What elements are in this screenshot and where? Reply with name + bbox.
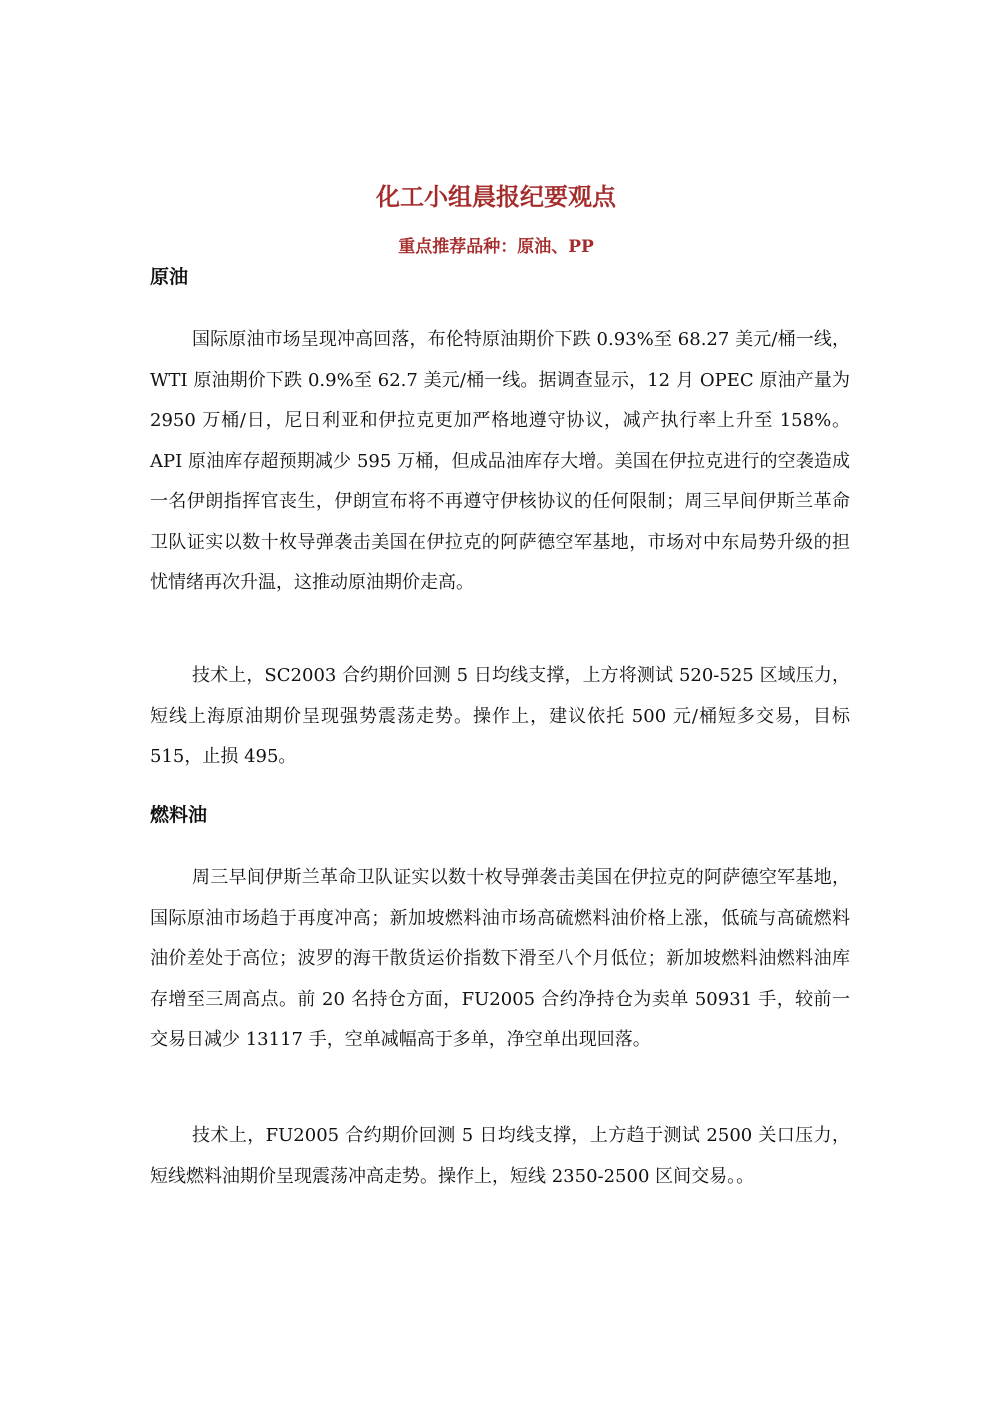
page-title: 化工小组晨报纪要观点 [376,183,616,211]
crude-oil-paragraph-technical: 技术上，SC2003 合约期价回测 5 日均线支撑，上方将测试 520-525 区域压力，短线上海原油期价呈现强势震荡走势。操作上，建议依托 500 元/桶短多交易，目标 515，止损 495。 [150,665,850,767]
crude-oil-paragraph-market: 国际原油市场呈现冲高回落，布伦特原油期价下跌 0.93%至 68.27 美元/桶一线，WTI 原油期价下跌 0.9%至 62.7 美元/桶一线。据调查显示，12 月 OPEC 原油产量为 2950 万桶/日，尼日利亚和伊拉克更加严格地遵守协议，减产执行率上升至 158%。API 原油库存超预期减少 595 万桶，但成品油库存大增。美国在伊拉克进行的空袭造成一名伊朗指挥官丧生，伊朗宣布将不再遵守伊核协议的任何限制；周三早间伊斯兰革命卫队证实以数十枚导弹袭击美国在伊拉克的阿萨德空军基地，市场对中东局势升级的担忧情绪再次升温，这推动原油期价走高。 [150,329,850,593]
fuel-oil-paragraph-market: 周三早间伊斯兰革命卫队证实以数十枚导弹袭击美国在伊拉克的阿萨德空军基地，国际原油市场趋于再度冲高；新加坡燃料油市场高硫燃料油价格上涨，低硫与高硫燃料油价差处于高位；波罗的海干散货运价指数下滑至八个月低位；新加坡燃料油燃料油库存增至三周高点。前 20 名持仓方面，FU2005 合约净持仓为卖单 50931 手，较前一交易日减少 13117 手，空单减幅高于多单，净空单出现回落。 [150,867,850,1050]
page-subtitle: 重点推荐品种：原油、PP [398,237,594,257]
fuel-oil-paragraph-technical: 技术上，FU2005 合约期价回测 5 日均线支撑，上方趋于测试 2500 关口压力，短线燃料油期价呈现震荡冲高走势。操作上，短线 2350-2500 区间交易。。 [150,1125,850,1187]
section-heading-fuel-oil: 燃料油 [150,804,208,826]
section-heading-crude-oil: 原油 [150,266,189,288]
